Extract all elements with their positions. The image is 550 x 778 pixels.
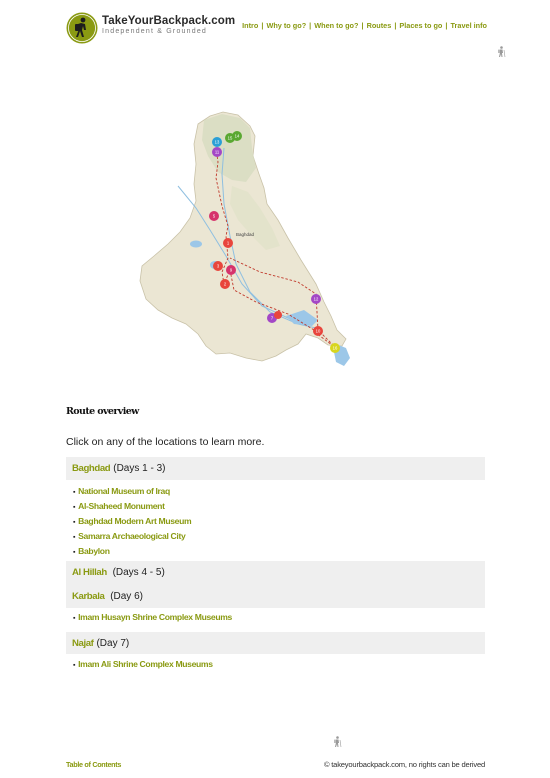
days-label: (Days 4 - 5) bbox=[112, 567, 165, 579]
place-link[interactable]: ▪ Babylon bbox=[73, 545, 191, 560]
city-link-najaf[interactable]: Najaf bbox=[72, 637, 94, 649]
city-link-baghdad[interactable]: Baghdad bbox=[72, 463, 111, 474]
map-marker-3[interactable] bbox=[213, 261, 223, 271]
place-link[interactable]: ▪ Al-Shaheed Monument bbox=[73, 500, 191, 515]
city-link-al-hillah[interactable]: Al Hillah bbox=[72, 567, 107, 579]
map-marker-12[interactable] bbox=[311, 294, 321, 304]
hiker-icon bbox=[495, 46, 507, 58]
group-bar-hillah-karbala bbox=[66, 561, 485, 608]
svg-text:10: 10 bbox=[315, 328, 321, 334]
place-link[interactable]: ▪ National Museum of Iraq bbox=[73, 485, 191, 500]
place-link[interactable]: ▪ Imam Husayn Shrine Complex Museums bbox=[73, 611, 232, 626]
site-logo[interactable] bbox=[66, 12, 98, 44]
map-marker-1[interactable] bbox=[223, 238, 233, 248]
map-marker-6[interactable] bbox=[274, 311, 282, 319]
svg-text:9: 9 bbox=[229, 267, 233, 273]
places-list-baghdad bbox=[73, 485, 191, 560]
svg-text:12: 12 bbox=[313, 296, 319, 302]
nav-why-to-go[interactable]: Why to go? bbox=[266, 21, 307, 30]
place-link[interactable]: ▪ Samarra Archaeological City bbox=[73, 530, 191, 545]
group-row-hillah bbox=[72, 567, 165, 578]
places-list-karbala bbox=[73, 611, 232, 626]
nav-places-to-go[interactable]: Places to go bbox=[399, 21, 443, 30]
map-marker-10[interactable] bbox=[313, 326, 323, 336]
route-map[interactable] bbox=[138, 96, 364, 372]
svg-text:14: 14 bbox=[234, 133, 240, 139]
brand-name[interactable]: TakeYourBackpack.com bbox=[102, 15, 236, 27]
svg-text:13: 13 bbox=[214, 139, 220, 145]
map-marker-14[interactable] bbox=[232, 131, 242, 141]
place-link[interactable]: ▪ Baghdad Modern Art Museum bbox=[73, 515, 191, 530]
table-of-contents-link[interactable]: Table of Contents bbox=[66, 760, 122, 769]
svg-text:2: 2 bbox=[223, 281, 227, 287]
map-lake bbox=[190, 241, 202, 248]
group-bar-baghdad bbox=[66, 457, 485, 480]
nav-routes[interactable]: Routes bbox=[366, 21, 392, 30]
map-marker-2[interactable] bbox=[220, 279, 230, 289]
map-city-label: Baghdad bbox=[236, 232, 255, 237]
svg-text:5: 5 bbox=[212, 213, 216, 219]
map-marker-9[interactable] bbox=[226, 265, 236, 275]
intro-text: Click on any of the locations to learn more. bbox=[66, 436, 265, 448]
map-marker-11[interactable] bbox=[212, 147, 222, 157]
map-marker-13[interactable] bbox=[212, 137, 222, 147]
section-title: Route overview bbox=[66, 406, 139, 417]
svg-text:16: 16 bbox=[332, 345, 338, 351]
nav-when-to-go[interactable]: When to go? bbox=[314, 21, 359, 30]
top-navigation: Intro | Why to go? | When to go? | Routes | Places to go | Travel info bbox=[242, 21, 487, 30]
days-label: (Day 7) bbox=[96, 637, 130, 649]
svg-text:15: 15 bbox=[227, 135, 233, 141]
svg-text:3: 3 bbox=[216, 263, 220, 269]
nav-travel-info[interactable]: Travel info bbox=[450, 21, 487, 30]
map-marker-16[interactable] bbox=[330, 343, 340, 353]
days-label: (Days 1 - 3) bbox=[113, 463, 166, 474]
svg-text:1: 1 bbox=[226, 240, 230, 246]
map-marker-5[interactable] bbox=[209, 211, 219, 221]
places-list-najaf bbox=[73, 658, 213, 673]
hiker-icon bbox=[331, 736, 343, 748]
group-bar-najaf bbox=[66, 632, 485, 654]
place-link[interactable]: ▪ Imam Ali Shrine Complex Museums bbox=[73, 658, 213, 673]
svg-text:7: 7 bbox=[270, 315, 274, 321]
group-row-karbala bbox=[72, 591, 143, 602]
svg-text:11: 11 bbox=[214, 149, 220, 155]
nav-intro[interactable]: Intro bbox=[242, 21, 259, 30]
brand-tagline: Independent & Grounded bbox=[102, 28, 208, 35]
copyright-text: © takeyourbackpack.com, no rights can be derived bbox=[323, 760, 485, 769]
days-label: (Day 6) bbox=[110, 590, 143, 602]
city-link-karbala[interactable]: Karbala bbox=[72, 590, 105, 602]
